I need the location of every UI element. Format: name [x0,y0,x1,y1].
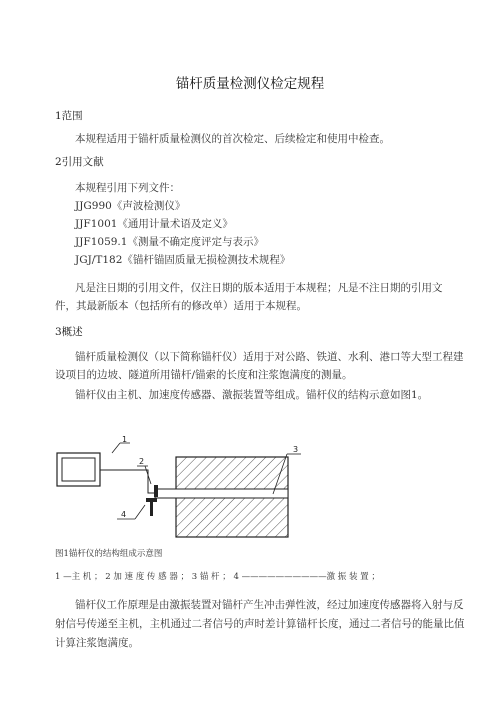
host-unit-screen [62,458,95,481]
section-heading-scope: 1范围 [55,110,83,122]
reference-item: JJF1001《通用计量术语及定义》 [75,218,233,230]
reference-item: JJF1059.1《测量不确定度评定与表示》 [75,236,264,248]
signal-cable [100,470,155,493]
callout-3: 3 [293,445,299,454]
principle-paragraph-line: 锚杆仪工作原理是由激振装置对锚杆产生冲击弹性波，经过加速度传感器将入射与反 [75,599,464,611]
overview-paragraph: 锚杆仪由主机、加速度传感器、激振装置等组成。锚杆仪的结构示意如图1。 [75,389,429,401]
callout-4: 4 [121,510,127,519]
overview-paragraph-line: 设项目的边坡、隧道所用锚杆/锚索的长度和注浆饱满度的测量。 [55,369,353,381]
reference-item: JJG990《声波检测仪》 [75,200,186,212]
references-note-line: 凡是注日期的引用文件，仅注日期的版本适用于本规程；凡是不注日期的引用文 [75,282,443,294]
principle-paragraph-line: 射信号传递至主机，主机通过二者信号的声时差计算锚杆长度，通过二者信号的能量比值 [55,618,465,630]
section-heading-overview: 3概述 [55,326,83,338]
section-heading-references: 2引用文献 [55,156,104,168]
figure-legend: 1 —主 机 ； 2 加 速 度 传 感 器 ； 3 锚 杆 ； 4 ——————————激 振 装 置 ； [55,572,380,582]
accelerometer-sensor [154,485,158,497]
callout-1: 1 [122,435,128,444]
references-intro: 本规程引用下列文件： [75,182,180,194]
callout-2: 2 [139,457,145,466]
page-title: 锚杆质量检测仪检定规程 [175,76,325,92]
exciter-hammer-handle [150,502,153,516]
anchor-tester-structure-diagram [55,435,335,545]
reference-item: JGJ/T182《锚杆锚固质量无损检测技术规程》 [75,254,291,266]
figure-caption: 图1锚杆仪的结构组成示意图 [55,549,163,559]
exciter-hammer-head [146,498,157,502]
references-note-line: 件，其最新版本（包括所有的修改单）适用于本规程。 [55,300,307,312]
scope-paragraph: 本规程适用于锚杆质量检测仪的首次检定、后续检定和使用中检查。 [75,133,390,145]
overview-paragraph-line: 锚杆质量检测仪（以下简称锚杆仪）适用于对公路、铁道、水利、港口等大型工程建 [75,351,464,363]
principle-paragraph-line: 计算注浆饱满度。 [55,637,139,649]
anchor-rod [155,489,288,498]
